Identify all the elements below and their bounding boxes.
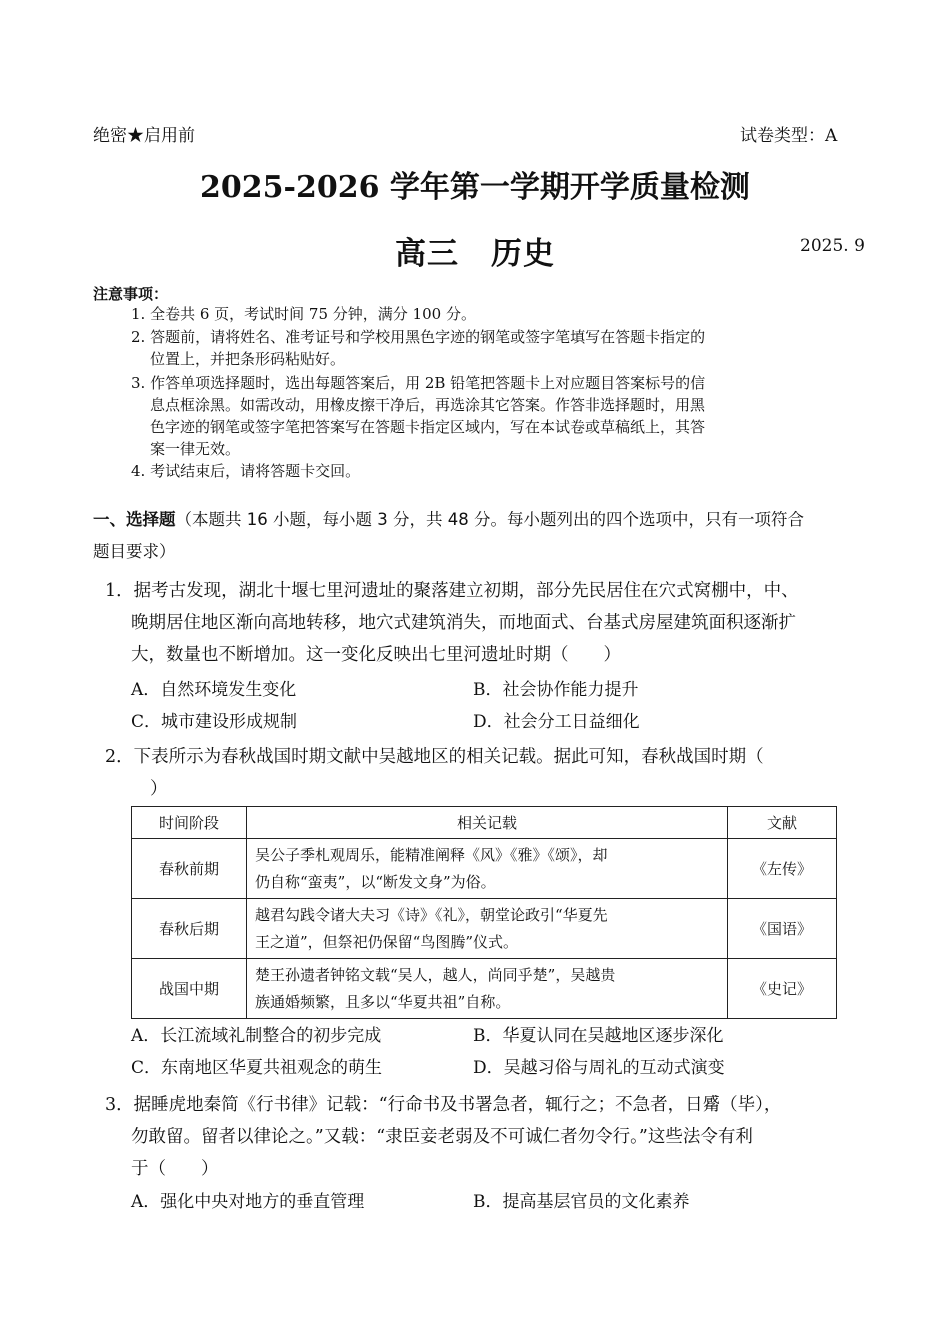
record-line: 族通婚频繁，且多以“华夏共祖”自称。 — [255, 992, 511, 1011]
notice-item: 位置上，并把条形码粘贴好。 — [150, 350, 346, 368]
period-cell: 战国中期 — [132, 959, 247, 1019]
record-line: 吴公子季札观周乐，能精准阐释《风》《雅》《颂》，却 — [255, 845, 608, 864]
notice-item: 色字迹的钢笔或签字笔把答案写在答题卡指定区域内，写在本试卷或草稿纸上，其答 — [150, 418, 706, 436]
record-line: 楚王孙遗者钟铭文载“吴人，越人，尚同乎楚”，吴越贵 — [255, 965, 616, 984]
section-desc-cont: 题目要求） — [93, 542, 176, 561]
subject-title: 高三 历史 — [395, 236, 555, 272]
question-1-stem: 晚期居住地区渐向高地转移，地穴式建筑消失，而地面式、台基式房屋建筑面积逐渐扩 — [131, 613, 796, 633]
record-cell — [247, 959, 728, 1019]
period-cell: 春秋后期 — [132, 899, 247, 959]
table-header: 时间阶段 — [132, 807, 247, 839]
question-3-option-b[interactable]: B．提高基层官员的文化素养 — [473, 1192, 690, 1212]
question-1-option-d[interactable]: D．社会分工日益细化 — [473, 712, 640, 732]
question-1-option-a[interactable]: A．自然环境发生变化 — [131, 680, 297, 700]
record-line: 越君勾践令诸大夫习《诗》《礼》，朝堂论政引“华夏先 — [255, 905, 608, 924]
question-2-stem: ） — [150, 779, 168, 799]
notice-item: 案一律无效。 — [150, 440, 241, 458]
section-title: 一、选择题 — [93, 510, 176, 529]
question-2-option-d[interactable]: D．吴越习俗与周礼的互动式演变 — [473, 1058, 725, 1078]
question-2-option-b[interactable]: B．华夏认同在吴越地区逐步深化 — [473, 1026, 724, 1046]
notice-item: 息点框涂黑。如需改动，用橡皮擦干净后，再选涂其它答案。作答非选择题时，用黑 — [150, 396, 706, 414]
record-line: 仍自称“蛮夷”，以“断发文身”为俗。 — [255, 872, 496, 891]
record-cell — [247, 839, 728, 899]
record-table — [131, 806, 837, 1019]
exam-date: 2025. 9 — [800, 236, 865, 256]
paper-type-label: 试卷类型：A — [740, 126, 838, 146]
period-cell: 春秋前期 — [132, 839, 247, 899]
source-cell: 《左传》 — [728, 839, 837, 899]
section-desc: （本题共 16 小题，每小题 3 分，共 48 分。每小题列出的四个选项中，只有一项符合 — [175, 510, 804, 529]
confidential-label: 绝密★启用前 — [93, 126, 195, 146]
record-line: 王之道”，但祭祀仍保留“鸟图腾”仪式。 — [255, 932, 519, 951]
question-3-option-a[interactable]: A．强化中央对地方的垂直管理 — [131, 1192, 365, 1212]
source-cell: 《史记》 — [728, 959, 837, 1019]
question-2-option-a[interactable]: A．长江流域礼制整合的初步完成 — [131, 1026, 382, 1046]
question-2-option-c[interactable]: C．东南地区华夏共祖观念的萌生 — [131, 1058, 383, 1078]
record-cell — [247, 899, 728, 959]
notice-heading: 注意事项： — [93, 285, 169, 303]
source-cell: 《国语》 — [728, 899, 837, 959]
question-2-stem: 2．下表所示为春秋战国时期文献中吴越地区的相关记载。据此可知，春秋战国时期（ — [105, 747, 764, 767]
table-header: 相关记载 — [247, 807, 728, 839]
question-3-stem: 于（ ） — [131, 1159, 219, 1179]
table-header-row — [132, 807, 837, 839]
question-3-stem: 勿敢留。留者以律论之。”又载：“隶臣妾老弱及不可诚仁者勿令行。”这些法令有利 — [131, 1127, 753, 1147]
notice-item: 2. 答题前，请将姓名、准考证号和学校用黑色字迹的钢笔或签字笔填写在答题卡指定的 — [131, 328, 706, 346]
notice-item: 3. 作答单项选择题时，选出每题答案后，用 2B 铅笔把答题卡上对应题目答案标号的信 — [131, 374, 706, 392]
question-1-stem: 大，数量也不断增加。这一变化反映出七里河遗址时期（ ） — [131, 645, 621, 665]
exam-title: 2025-2026 学年第一学期开学质量检测 — [200, 170, 750, 205]
table-row — [132, 959, 837, 1019]
table-header: 文献 — [728, 807, 837, 839]
table-row — [132, 839, 837, 899]
notice-item: 1. 全卷共 6 页，考试时间 75 分钟，满分 100 分。 — [131, 305, 476, 323]
question-1-stem: 1．据考古发现，湖北十堰七里河遗址的聚落建立初期，部分先民居住在穴式窝棚中，中、 — [105, 581, 799, 601]
question-3-stem: 3．据睡虎地秦简《行书律》记载：“行命书及书署急者，辄行之；不急者，日觱（毕）， — [105, 1095, 782, 1115]
question-1-option-c[interactable]: C．城市建设形成规制 — [131, 712, 298, 732]
section-header — [93, 504, 804, 536]
table-row — [132, 899, 837, 959]
question-1-option-b[interactable]: B．社会协作能力提升 — [473, 680, 639, 700]
notice-item: 4. 考试结束后，请将答题卡交回。 — [131, 462, 361, 480]
